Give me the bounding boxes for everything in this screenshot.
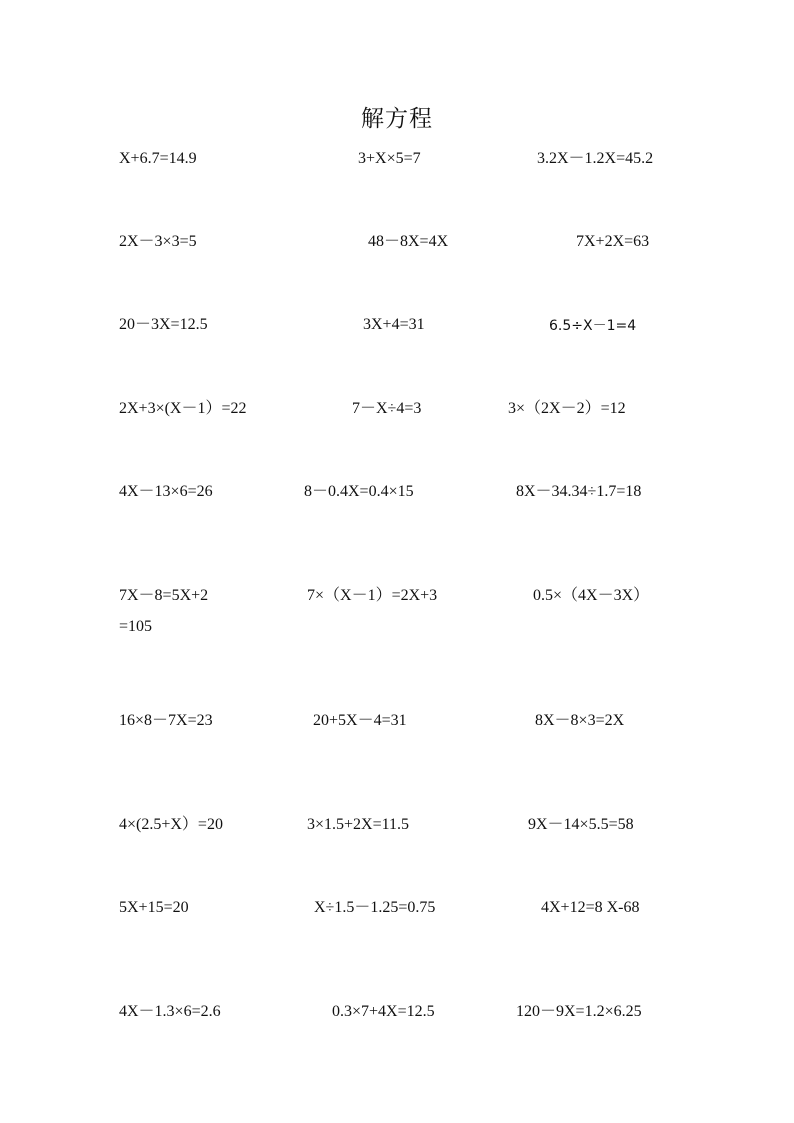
equation-r9-c2: X÷1.5－1.25=0.75 bbox=[314, 899, 436, 916]
equation-r6-c2: 7×（X－1）=2X+3 bbox=[307, 587, 438, 604]
equation-r5-c2: 8－0.4X=0.4×15 bbox=[304, 483, 414, 500]
equation-r2-c2: 48－8X=4X bbox=[368, 233, 449, 250]
equation-r1-c3: 3.2X－1.2X=45.2 bbox=[537, 150, 654, 167]
equation-r9-c1: 5X+15=20 bbox=[119, 899, 189, 916]
equation-r1-c1: X+6.7=14.9 bbox=[119, 150, 197, 167]
equation-r2-c1: 2X－3×3=5 bbox=[119, 233, 197, 250]
equation-r3-c1: 20－3X=12.5 bbox=[119, 316, 208, 333]
equation-r3-c3: 6.5÷X－1=4 bbox=[549, 318, 637, 334]
equation-r4-c2: 7－X÷4=3 bbox=[352, 400, 422, 417]
equation-r5-c1: 4X－13×6=26 bbox=[119, 483, 213, 500]
equation-r1-c2: 3+X×5=7 bbox=[358, 150, 421, 167]
equation-r8-c1: 4×(2.5+X）=20 bbox=[119, 816, 223, 833]
equation-continuation: =105 bbox=[119, 618, 153, 635]
equation-r10-c3: 120－9X=1.2×6.25 bbox=[516, 1003, 642, 1020]
equation-r4-c3: 3×（2X－2）=12 bbox=[508, 400, 626, 417]
equation-r8-c2: 3×1.5+2X=11.5 bbox=[307, 816, 410, 833]
equation-r10-c1: 4X－1.3×6=2.6 bbox=[119, 1003, 221, 1020]
equation-r4-c1: 2X+3×(X－1）=22 bbox=[119, 400, 247, 417]
equation-r7-c1: 16×8－7X=23 bbox=[119, 712, 213, 729]
equation-r3-c2: 3X+4=31 bbox=[363, 316, 425, 333]
equation-r7-c3: 8X－8×3=2X bbox=[535, 712, 625, 729]
equation-r2-c3: 7X+2X=63 bbox=[576, 233, 650, 250]
equation-r8-c3: 9X－14×5.5=58 bbox=[528, 816, 634, 833]
page-title: 解方程 bbox=[361, 106, 433, 132]
equation-r7-c2: 20+5X－4=31 bbox=[313, 712, 407, 729]
equation-r6-c3: 0.5×（4X－3X） bbox=[533, 587, 650, 604]
equation-r9-c3: 4X+12=8 X-68 bbox=[541, 899, 640, 916]
equation-r6-c1: 7X－8=5X+2 bbox=[119, 587, 209, 604]
equation-r10-c2: 0.3×7+4X=12.5 bbox=[332, 1003, 435, 1020]
equation-r5-c3: 8X－34.34÷1.7=18 bbox=[516, 483, 642, 500]
